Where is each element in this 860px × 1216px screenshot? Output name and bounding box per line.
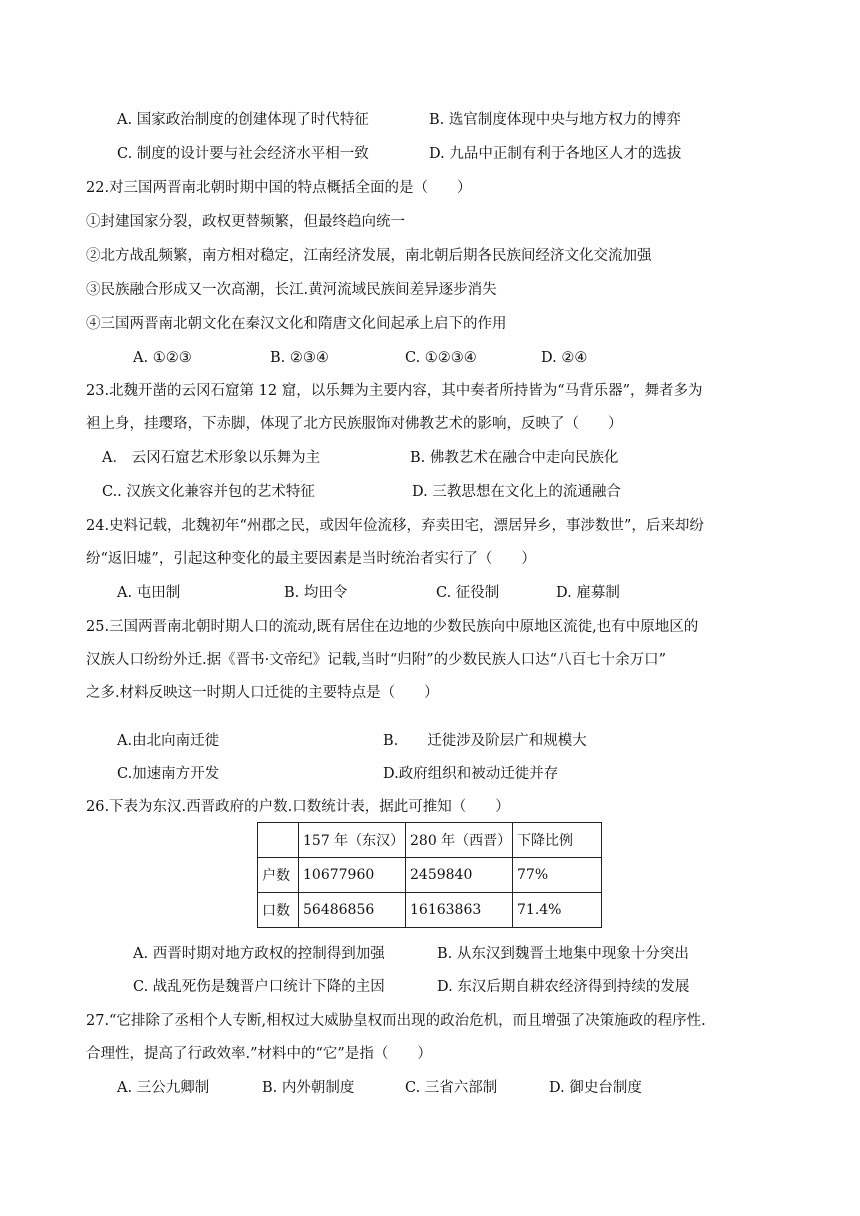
table-header-row: [258, 823, 602, 858]
q22-item-4: ④三国两晋南北朝文化在秦汉文化和隋唐文化间起承上启下的作用: [86, 316, 507, 332]
q27-option-d: D. 御史台制度: [549, 1080, 642, 1096]
q26-option-c: C. 战乱死伤是魏晋户口统计下降的主因: [133, 979, 385, 995]
q22-option-d: D. ②④: [541, 350, 588, 366]
table-cell: 户数: [258, 858, 299, 893]
q26-option-a: A. 西晋时期对地方政权的控制得到加强: [133, 946, 385, 962]
table-cell: 16163863: [406, 893, 513, 928]
q23-option-b: B. 佛教艺术在融合中走向民族化: [410, 450, 619, 466]
q26-option-d: D. 东汉后期自耕农经济得到持续的发展: [437, 979, 690, 995]
table-cell: 56486856: [299, 893, 406, 928]
q27-option-c: C. 三省六部制: [405, 1080, 498, 1096]
population-stats-table: [257, 822, 602, 928]
table-cell: 2459840: [406, 858, 513, 893]
q21-option-c: C. 制度的设计要与社会经济水平相一致: [117, 146, 369, 162]
table-row: [258, 893, 602, 928]
q24-stem-line-2: 纷“返旧墟”，引起这种变化的最主要因素是当时统治者实行了（ ）: [86, 551, 536, 567]
table-cell: 10677960: [299, 858, 406, 893]
q25-option-c: C.加速南方开发: [117, 766, 220, 782]
q21-option-d: D. 九品中正制有利于各地区人才的选拔: [429, 146, 682, 162]
q26-option-b: B. 从东汉到魏晋土地集中现象十分突出: [437, 946, 689, 962]
q22-stem: 22.对三国两晋南北朝时期中国的特点概括全面的是（ ）: [86, 180, 472, 196]
table-header-cell: 280 年（西晋）: [406, 823, 513, 858]
q23-option-a: A． 云冈石窟艺术形象以乐舞为主: [102, 450, 321, 466]
q22-item-3: ③民族融合形成又一次高潮，长江.黄河流域民族间差异逐步消失: [86, 282, 497, 298]
q24-option-c: C. 征役制: [436, 585, 500, 601]
q22-item-1: ①封建国家分裂，政权更替频繁，但最终趋向统一: [86, 214, 405, 230]
q24-option-d: D. 雇募制: [556, 585, 620, 601]
q25-option-b: B. 迁徙涉及阶层广和规模大: [383, 733, 587, 749]
table-cell: 71.4%: [513, 893, 602, 928]
q27-stem-line-2: 合理性，提高了行政效率.”材料中的“它”是指（ ）: [86, 1046, 432, 1062]
q25-option-d: D.政府组织和被动迁徙并存: [383, 766, 559, 782]
q23-option-d: D. 三教思想在文化上的流通融合: [412, 484, 621, 500]
q25-stem-line-1: 25.三国两晋南北朝时期人口的流动,既有居住在边地的少数民族向中原地区流徙,也有中原地区的: [86, 619, 699, 635]
table-cell: 77%: [513, 858, 602, 893]
q23-stem-line-2: 袒上身，挂璎珞，下赤脚，体现了北方民族服饰对佛教艺术的影响，反映了（ ）: [86, 416, 623, 432]
table-header-cell: [258, 823, 299, 858]
q23-stem-line-1: 23.北魏开凿的云冈石窟第 12 窟，以乐舞为主要内容，其中奏者所持皆为“马背乐器”，舞者多为: [86, 383, 703, 399]
q26-stem: 26.下表为东汉.西晋政府的户数.口数统计表，据此可推知（ ）: [86, 799, 510, 815]
q25-stem-line-2: 汉族人口纷纷外迁.据《晋书·文帝纪》记载,当时“归附”的少数民族人口达“八百七十余万口”: [86, 652, 666, 668]
q24-option-b: B. 均田令: [284, 585, 348, 601]
q27-option-b: B. 内外朝制度: [262, 1080, 355, 1096]
q25-option-a: A.由北向南迁徙: [117, 733, 220, 749]
q24-option-a: A. 屯田制: [117, 585, 181, 601]
q23-option-c: C.. 汉族文化兼容并包的艺术特征: [102, 484, 315, 500]
q22-option-c: C. ①②③④: [405, 350, 477, 366]
q22-option-a: A. ①②③: [133, 350, 192, 366]
q25-stem-line-3: 之多.材料反映这一时期人口迁徙的主要特点是（ ）: [86, 685, 439, 701]
table-row: [258, 858, 602, 893]
q21-option-a: A. 国家政治制度的创建体现了时代特征: [117, 112, 369, 128]
q24-stem-line-1: 24.史料记载，北魏初年“州郡之民，或因年俭流移，弃卖田宅，漂居异乡，事涉数世”，后来却纷: [86, 518, 704, 534]
q21-option-b: B. 选官制度体现中央与地方权力的博弈: [429, 112, 681, 128]
table-header-cell: 157 年（东汉）: [299, 823, 406, 858]
q27-option-a: A. 三公九卿制: [117, 1080, 210, 1096]
table-header-cell: 下降比例: [513, 823, 602, 858]
q22-item-2: ②北方战乱频繁，南方相对稳定，江南经济发展，南北朝后期各民族间经济文化交流加强: [86, 248, 652, 264]
table-cell: 口数: [258, 893, 299, 928]
q22-option-b: B. ②③④: [270, 350, 329, 366]
q27-stem-line-1: 27.“它排除了丞相个人专断,相权过大威胁皇权而出现的政治危机，而且增强了决策施政的程序性.: [86, 1013, 706, 1029]
